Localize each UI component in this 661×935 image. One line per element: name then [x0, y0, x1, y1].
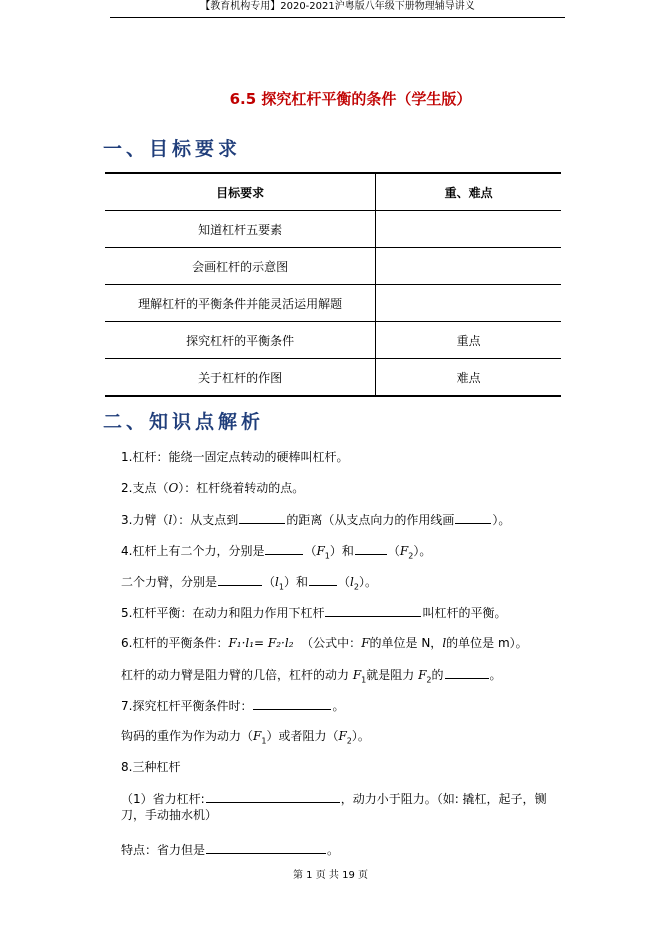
table-cell-goal: 会画杠杆的示意图 [105, 248, 376, 285]
table-cell-level [376, 211, 561, 248]
fill-blank[interactable] [218, 573, 262, 586]
item-8: 8.三种杠杆 [121, 760, 181, 774]
item-8-1: （1）省力杠杆: ，动力小于阻力。（如: 撬杠，起子，铡刀，手动抽水机） [121, 792, 547, 822]
table-row [105, 359, 561, 397]
section-heading-knowledge: 二、知识点解析 [103, 411, 265, 433]
table-row [105, 211, 561, 248]
table-header-goal: 目标要求 [105, 173, 376, 211]
table-cell-level [376, 285, 561, 322]
table-header-row [105, 173, 561, 211]
fill-blank[interactable] [325, 604, 421, 617]
document-title: 6.5 探究杠杆平衡的条件（学生版） [229, 90, 472, 108]
table-row [105, 248, 561, 285]
fill-blank[interactable] [445, 666, 489, 679]
page-header: 【教育机构专用】2020-2021沪粤版八年级下册物理辅导讲义 [110, 0, 565, 18]
fill-blank[interactable] [309, 573, 337, 586]
table-cell-level: 难点 [376, 359, 561, 397]
fill-blank[interactable] [455, 511, 491, 524]
page-footer: 第 1 页 共 19 页 [293, 870, 368, 881]
item-7: 7.探究杠杆平衡条件时： 。 [121, 699, 345, 713]
table-cell-goal: 关于杠杆的作图 [105, 359, 376, 397]
fill-blank[interactable] [206, 790, 340, 803]
table-cell-level [376, 248, 561, 285]
balance-formula: F₁·l₁= F₂·l₂ [228, 636, 294, 650]
fill-blank[interactable] [206, 841, 326, 854]
fill-blank[interactable] [265, 542, 303, 555]
item-6: 6.杠杆的平衡条件：F₁·l₁= F₂·l₂ （公式中：F的单位是 N，l的单位是 m）。 [121, 636, 528, 650]
fill-blank[interactable] [355, 542, 387, 555]
item-6-extra: 杠杆的动力臂是阻力臂的几倍，杠杆的动力 $F_1$就是阻力 $F_2$的 。 [121, 668, 502, 685]
table-row [105, 322, 561, 359]
item-4: 4.杠杆上有二个力，分别是 $(F_1)$和 $(F_2)$。 [121, 544, 432, 561]
item-5: 5.杠杆平衡：在动力和阻力作用下杠杆 叫杠杆的平衡。 [121, 606, 507, 620]
fill-blank[interactable] [253, 697, 331, 710]
item-1: 1.杠杆：能绕一固定点转动的硬棒叫杠杆。 [121, 450, 349, 464]
table-row [105, 285, 561, 322]
goals-table [105, 172, 561, 397]
section-heading-goals: 一、目标要求 [103, 138, 242, 160]
table-cell-level: 重点 [376, 322, 561, 359]
table-cell-goal: 探究杠杆的平衡条件 [105, 322, 376, 359]
item-8-feature: 特点：省力但是 。 [121, 843, 340, 857]
fill-blank[interactable] [239, 511, 285, 524]
item-7-extra: 钩码的重作为作为动力$(F_1)$或者阻力$(F_2)$。 [121, 729, 370, 746]
table-cell-goal: 理解杠杆的平衡条件并能灵活运用解题 [105, 285, 376, 322]
table-header-level: 重、难点 [376, 173, 561, 211]
item-2: 2.支点（O）：杠杆绕着转动的点。 [121, 481, 305, 495]
item-4-arms: 二个力臂，分别是 $(l_1)$和 $(l_2)$。 [121, 575, 377, 592]
table-cell-goal: 知道杠杆五要素 [105, 211, 376, 248]
item-3: 3.力臂（l）：从支点到 的距离（从支点向力的作用线画 ）。 [121, 513, 511, 527]
